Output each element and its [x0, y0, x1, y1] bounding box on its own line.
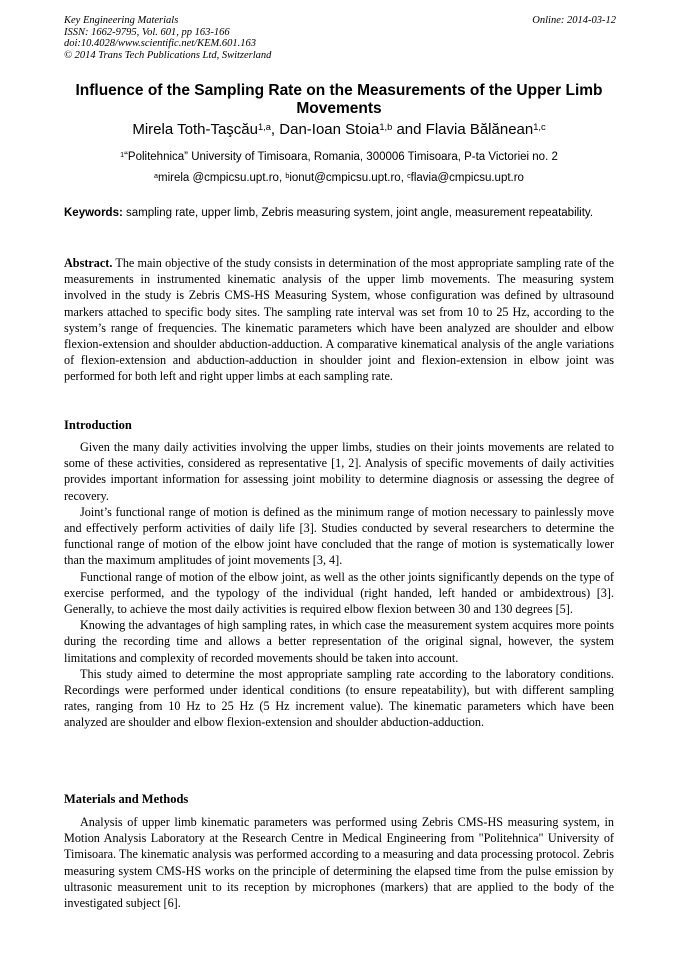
journal-issn: ISSN: 1662-9795, Vol. 601, pp 163-166 — [64, 26, 230, 38]
journal-copyright: © 2014 Trans Tech Publications Ltd, Switzerland — [64, 49, 272, 61]
affiliation — [60, 150, 618, 164]
keywords-text: sampling rate, upper limb, Zebris measuring system, joint angle, measurement repeatability. — [122, 207, 594, 219]
email-address: flavia@cmpicsu.upt.ro — [410, 172, 524, 184]
email-superscript: a — [154, 171, 158, 180]
author-name: Mirela Toth-Taşcău — [132, 121, 258, 138]
author-list — [60, 121, 618, 139]
author-separator: , — [270, 121, 280, 138]
paper-title: Influence of the Sampling Rate on the Measurements of the Upper Limb Movements — [75, 82, 603, 117]
author-superscript: 1,b — [379, 121, 393, 132]
author-name: Flavia Bălănean — [425, 121, 534, 138]
paragraph: Functional range of motion of the elbow joint, as well as the other joints significantly depends on the type of exercise performed, and the typology of the individual (right handed, left handed or ambidextrous) [3]. Generally, to achieve the most daily activities is required elbow flexion between 30 and 130 degrees [5]. — [64, 569, 614, 617]
author-name: Dan-Ioan Stoia — [279, 121, 380, 138]
methods-body — [64, 814, 614, 911]
affiliation-superscript: 1 — [120, 150, 125, 159]
journal-doi: doi:10.4028/www.scientific.net/KEM.601.163 — [64, 38, 256, 49]
abstract-text: The main objective of the study consists in determination of the most appropriate sampling rate of the measurements in instrumented kinematic analysis of the upper limb movements. The measuring system involved in the study is Zebris CMS-HS Measuring System, whose configuration was defined by ultrasound markers attached to specific body sites. The sampling rate interval was set from 10 to 25 Hz, according to the system’s range of frequencies. The kinematic parameters which have been analyzed are shoulder and elbow flexion-extension and shoulder abduction-adduction. A comparative kinematical analysis of the angle variations of flexion-extension and abduction-adduction in shoulder joint and flexion-extension in elbow joint was performed for both left and right upper limbs at each sampling rate. — [64, 256, 614, 384]
paragraph: This study aimed to determine the most appropriate sampling rate according to the laboratory conditions. Recordings were performed under identical conditions (to ensure repeatability), but with different sampling rates, ranging from 10 Hz to 25 Hz (5 Hz increment value). The kinematic parameters which have been analyzed are shoulder and elbow flexion-extension and shoulder abduction-adduction. — [64, 666, 614, 730]
keywords — [64, 206, 614, 221]
abstract — [64, 255, 614, 385]
paragraph: Joint’s functional range of motion is defined as the minimum range of motion necessary to painlessly move and effectively perform activities of daily life [3]. Studies conducted by several researchers to determine the functional range of motion of the elbow joint have concluded that the range of motion is systematically lower than the maximum amplitudes of joint movements [3, 4]. — [64, 504, 614, 568]
author-superscript: 1,a — [257, 121, 271, 132]
online-date: Online: 2014-03-12 — [532, 15, 616, 26]
keywords-label: Keywords: — [64, 207, 123, 219]
paragraph: Knowing the advantages of high sampling rates, in which case the measurement system acquires more points during the recording time and allows a better representation of the original signal, however, the system limitations and complexity of recorded movements should be taken into account. — [64, 618, 614, 665]
methods-heading: Materials and Methods — [64, 792, 189, 806]
introduction-heading: Introduction — [64, 418, 132, 432]
journal-name: Key Engineering Materials — [64, 15, 179, 26]
introduction-body — [64, 439, 614, 731]
paragraph: Given the many daily activities involving the upper limbs, studies on their joints movements are related to some of these activities, considered as representative [1, 2]. Analysis of specific movements of daily activities provides important information for assessing joint mobility to determine diagnosis or assessing the degree of recovery. — [64, 440, 614, 503]
email-superscript: b — [285, 171, 290, 180]
paragraph: Analysis of upper limb kinematic parameters was performed using Zebris CMS-HS measuring system, in Motion Analysis Laboratory at the Research Centre in Medical Engineering from "Politehnica" University of Timisoara. The kinematic analysis was performed according to a measuring and data processing protocol. Zebris measuring system CMS-HS works on the principle of determining the elapsed time from the pulse emission by ultrasonic measurement unit to its reception by microphones (markers) that are applied to the body of the investigated subject [6]. — [64, 815, 614, 911]
email-address: mirela @cmpicsu.upt.ro, — [157, 172, 286, 184]
affiliation-text: “Politehnica” University of Timisoara, Romania, 300006 Timisoara, P-ta Victoriei no. 2 — [124, 151, 558, 163]
abstract-label: Abstract. — [64, 256, 113, 270]
author-emails — [60, 171, 618, 185]
email-superscript: c — [407, 171, 411, 180]
email-address: ionut@cmpicsu.upt.ro, — [289, 172, 408, 184]
author-separator: and — [392, 121, 426, 138]
author-superscript: 1,c — [533, 121, 546, 132]
journal-header — [64, 15, 616, 61]
